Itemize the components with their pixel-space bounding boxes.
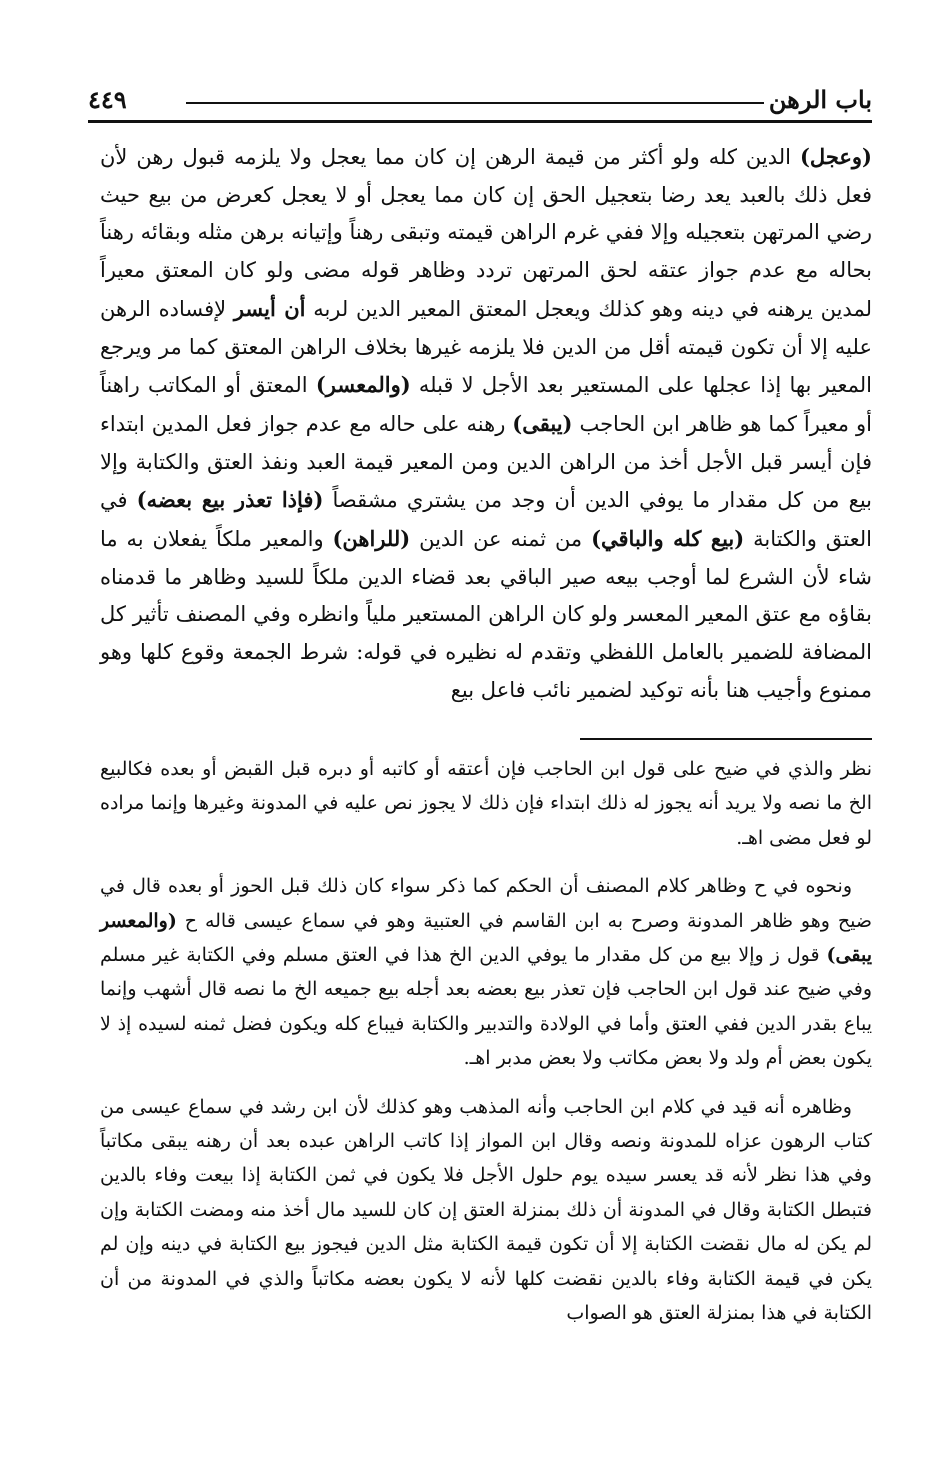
text-run: في العتق والكتابة	[100, 488, 872, 552]
text-run: ونحوه في ح وظاهر كلام المصنف أن الحكم كما ذكر سواء كان ذلك قبل الحوز أو بعده قال في ضيح وهو ظاهر المدونة وصرح به ابن القاسم في العتبية وهو في سماع عيسى قاله ح	[100, 875, 872, 932]
text-run: من ثمنه عن الدين	[410, 527, 592, 552]
text-run: المعتق أو المكاتب راهناً أو معيراً كما هو ظاهر ابن الحاجب	[100, 373, 872, 436]
text-run: نظر والذي في ضيح على قول ابن الحاجب فإن أعتقه أو كاتبه أو دبره قبل القبض أو بعده فكالبيع الخ ما نصه ولا يريد أنه يجوز له ذلك ابتداء فإن ذلك لا يجوز نص عليه في المدونة وغيرها وإنما مراده لو فعل مضى اهـ.	[100, 758, 872, 849]
chapter-title: باب الرهن	[768, 85, 872, 114]
main-text	[100, 138, 872, 710]
footnote-paragraph	[100, 752, 872, 855]
header-dash-rule	[186, 102, 764, 104]
running-header	[88, 80, 872, 122]
header-rule	[88, 120, 872, 123]
text-run: (والمعسر)	[315, 372, 411, 398]
main-paragraph	[100, 138, 872, 710]
text-run: (بيع كله والباقي)	[591, 526, 745, 552]
text-run: لإفساده الرهن عليه إلا أن تكون قيمته أقل من الدين فلا يلزمه غيرها بخلاف الراهن المعتق كما مر ويرجع المعير بها إذا عجلها على المستعير بعد الأجل لا قبله	[100, 296, 873, 398]
text-run: وظاهره أنه قيد في كلام ابن الحاجب وأنه المذهب وهو كذلك لأن ابن رشد في سماع عيسى من كتاب الرهون عزاه للمدونة ونصه وقال ابن المواز إذا كاتب الراهن عبده بعد أن رهنه يبقى مكاتباً وفي هذا نظر لأنه قد يعسر سيده يوم حلول الأجل فلا يكون في ثمن الكتابة إذا بيعت وفاء بالدين فتبطل الكتابة وقال في المدونة أن ذلك بمنزلة العتق إن كان للسيد مال أخذ منه ومضت الكتابة وإن لم يكن له مال نقضت الكتابة إلا أن تكون قيمة الكتابة مثل الدين فيجوز بيع الكتابة في دينه وإن لم يكن في قيمة الكتابة وفاء بالدين نقضت كلها لأنه لا يكون بعضه مكاتباً والذي في المدونة من أن الكتابة في هذا بمنزلة العتق هو الصواب	[100, 1095, 872, 1325]
text-run: الدين كله ولو أكثر من قيمة الرهن إن كان مما يعجل ولا يلزمه قبول رهن لأن فعل ذلك بالعبد يعد رضا بتعجيل الحق إن كان مما يعجل أو لا يعجل كعرض من بيع حيث رضي المرتهن بتعجيله وإلا ففي غرم الراهن قيمته وتبقى رهناً وإتيانه برهن مثله وبقائه رهناً بحاله مع عدم جواز عتقه لحق المرتهن تردد وظاهر قوله مضى ولو كان المعتق معيراً لمدين يرهنه في دينه وهو كذلك ويعجل المعتق المعير الدين لربه	[100, 145, 873, 321]
text-run: أن أيسر	[233, 295, 306, 321]
text-run: (وعجل)	[799, 144, 872, 169]
text-run: رهنه على حاله مع عدم جواز فعل المدين ابتداء فإن أيسر قبل الأجل أخذ من الراهن الدين ومن المعير قيمة العبد ونفذ العتق والكتابة وإلا بيع من كل مقدار ما يوفي الدين أن وجد من يشتري مشقصاً	[100, 411, 872, 513]
text-run: قول ز وإلا بيع من كل مقدار ما يوفي الدين الخ هذا في العتق مسلم وفي الكتابة غير مسلم وفي ضيح عند قول ابن الحاجب فإن تعذر بيع بعضه بعد أجله بيع جميعه الخ ما نصه قال أشهب وإنما يباع بقدر الدين ففي العتق وأما في الولادة والتدبير والكتابة فيباع كله ويكون فضل ثمنه لسيده إذ لا يكون بعض أم ولد ولا بعض مكاتب ولا بعض مدبر اهـ.	[100, 944, 872, 1070]
footnote-separator	[580, 738, 872, 740]
text-run: والمعير ملكاً يفعلان به ما شاء لأن الشرع لما أوجب بيعه صير الباقي بعد قضاء الدين ملكاً للسيد وظاهر ما قدمناه بقاؤه مع عتق المعير المعسر ولو كان الراهن المستعير ملياً وانظره وفي المصنف تأثير كل المضافة للضمير بالعامل اللفظي وتقدم له نظيره في قوله: شرط الجمعة وقوع كلها وهو ممنوع وأجيب هنا بأنه توكيد لضمير نائب فاعل بيع	[100, 527, 872, 702]
text-run: (والمعسر يبقى)	[100, 909, 872, 967]
footnotes	[100, 752, 872, 1345]
footnote-paragraph	[100, 869, 872, 1075]
footnote-paragraph	[100, 1090, 872, 1331]
text-run: (للراهن)	[332, 526, 411, 552]
text-run: (يبقى)	[512, 410, 573, 436]
text-run: (فإذا تعذر بيع بعضه)	[136, 487, 324, 513]
page-number: ٤٤٩	[88, 85, 127, 114]
